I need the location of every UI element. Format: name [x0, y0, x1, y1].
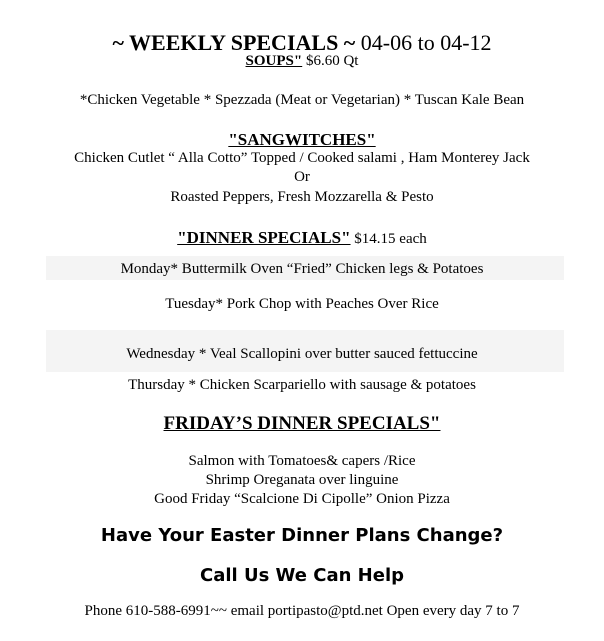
monday-special: Monday* Buttermilk Oven “Fried” Chicken legs & Potatoes	[120, 261, 484, 277]
thursday-special: Thursday * Chicken Scarpariello with sausage & potatoes	[128, 377, 476, 393]
sangwitches-heading: "SANGWITCHES"	[228, 130, 376, 149]
soups-items: *Chicken Vegetable * Spezzada (Meat or Vegetarian) * Tuscan Kale Bean	[79, 92, 525, 108]
promo-line-2: Call Us We Can Help	[199, 565, 404, 586]
sangwitches-line-3: Roasted Peppers, Fresh Mozzarella & Pesto	[170, 189, 434, 205]
dinner-specials-heading: "DINNER SPECIALS"	[177, 228, 351, 247]
dinner-specials-price: $14.15 each	[350, 231, 427, 247]
tuesday-special: Tuesday* Pork Chop with Peaches Over Rice	[165, 296, 439, 312]
friday-line-1: Salmon with Tomatoes& capers /Rice	[188, 453, 416, 469]
promo-line-1: Have Your Easter Dinner Plans Change?	[100, 525, 504, 546]
soups-heading: SOUPS"	[245, 53, 303, 69]
sangwitches-line-1: Chicken Cutlet “ Alla Cotto” Topped / Cooked salami , Ham Monterey Jack	[74, 150, 530, 166]
friday-line-2: Shrimp Oreganata over linguine	[205, 472, 399, 488]
contact-info: Phone 610-588-6991~~ email portipasto@ptd.net Open every day 7 to 7	[84, 603, 520, 619]
dinner-specials-heading-line	[0, 228, 604, 248]
sangwitches-line-2: Or	[294, 169, 310, 185]
friday-line-3: Good Friday “Scalcione Di Cipolle” Onion Pizza	[154, 491, 450, 507]
title-dates: 04-06 to 04-12	[355, 30, 492, 55]
wednesday-special: Wednesday * Veal Scallopini over butter sauced fettuccine	[126, 346, 478, 362]
friday-heading: FRIDAY’S DINNER SPECIALS"	[163, 413, 441, 434]
soups-heading-line	[0, 53, 604, 70]
title-weekly-specials: ~ WEEKLY SPECIALS ~	[112, 30, 356, 55]
soups-price: $6.60 Qt	[302, 53, 359, 69]
